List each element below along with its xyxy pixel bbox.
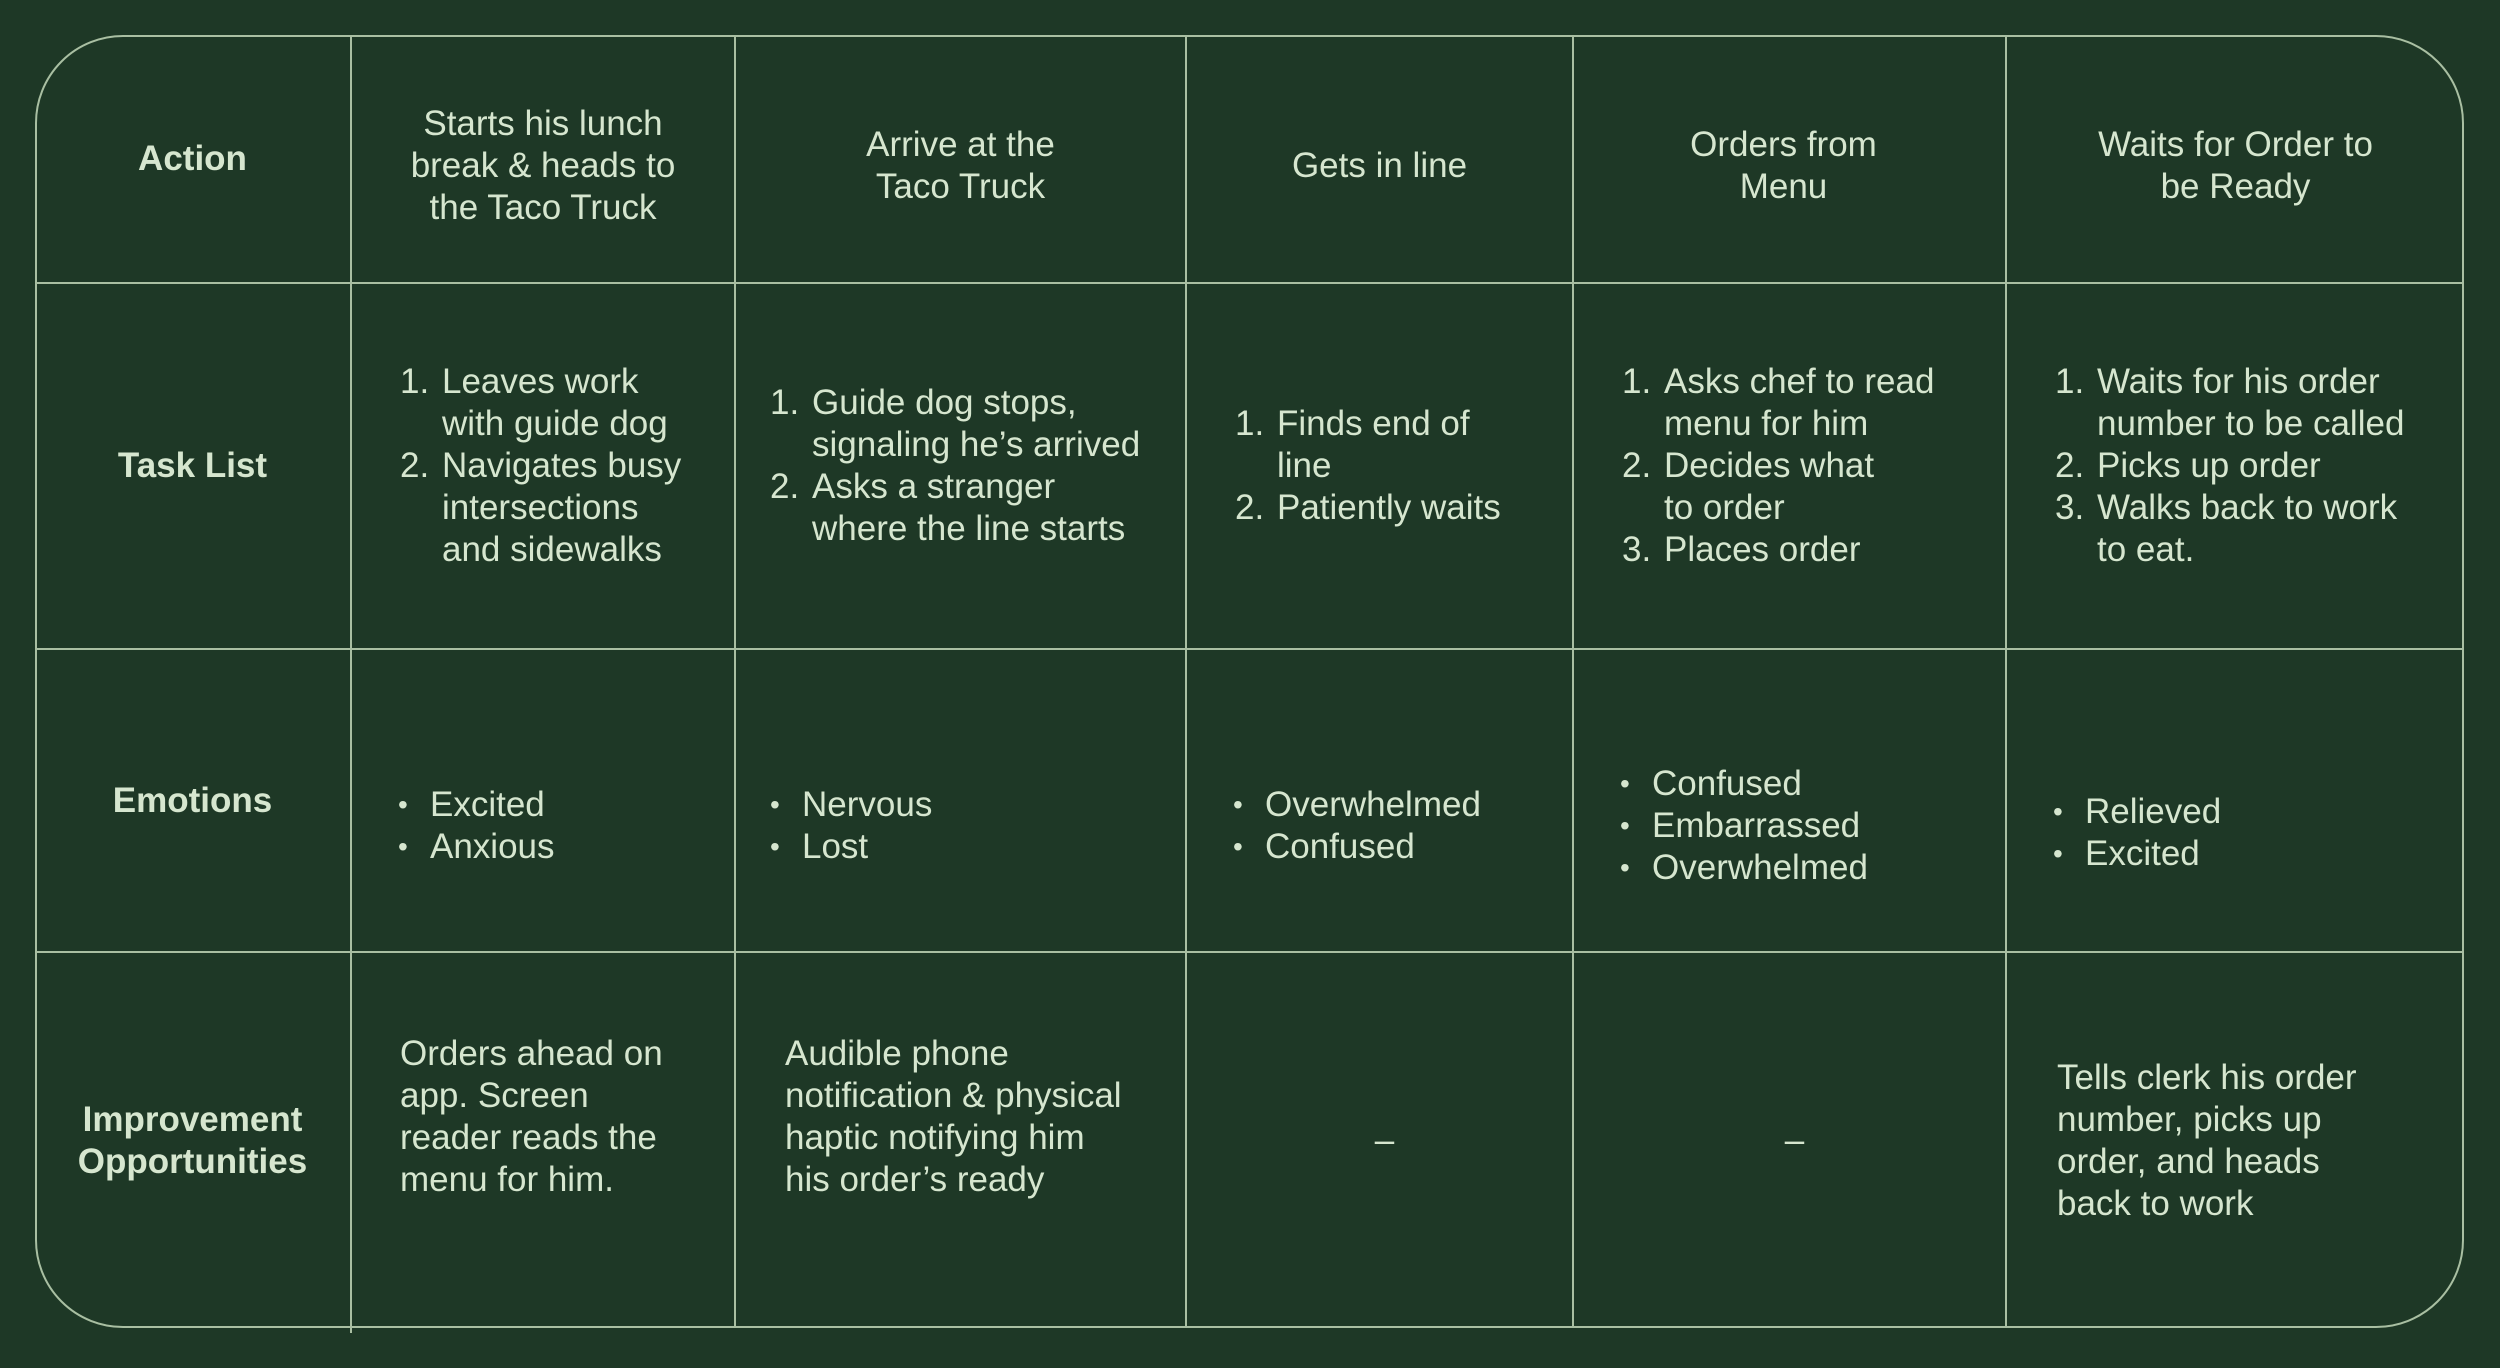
improvement-cell xyxy=(736,953,1185,1281)
emotion-item: • Overwhelmed xyxy=(1233,784,1481,824)
emotion-item: • Embarrassed xyxy=(1620,805,1861,845)
task-cell xyxy=(352,284,734,648)
emotion-item: • Confused xyxy=(1233,826,1415,866)
row-header-task-list-cell xyxy=(35,284,350,648)
task-item: 1. Leaves work with guide dog xyxy=(400,362,668,443)
task-list xyxy=(2055,361,2404,571)
emotions-list xyxy=(1620,763,1868,889)
row-header-task-list: Task List xyxy=(117,446,268,485)
improvement-text: Audible phone notification & physical haptic notifying him his order’s ready xyxy=(785,1034,1122,1199)
action-text: Starts his lunch break & heads to the Taco Truck xyxy=(410,104,676,227)
improvement-text: – xyxy=(1784,1120,1805,1160)
emotions-cell xyxy=(1574,650,2005,1001)
action-text: Orders from Menu xyxy=(1690,125,1877,206)
emotion-item: • Relieved xyxy=(2053,792,2222,831)
emotion-item: • Nervous xyxy=(770,784,933,824)
task-item: 1. Finds end of line xyxy=(1235,404,1470,485)
task-item: 3. Places order xyxy=(1622,530,1861,569)
emotions-list xyxy=(398,784,555,868)
task-list xyxy=(1622,361,1934,571)
emotions-list xyxy=(1233,784,1481,868)
task-list xyxy=(770,382,1140,550)
task-cell xyxy=(2007,284,2464,648)
row-header-action-cell xyxy=(35,35,350,282)
task-item: 3. Walks back to work to eat. xyxy=(2055,488,2398,569)
emotion-item: • Excited xyxy=(2053,834,2200,873)
improvement-text: Orders ahead on app. Screen reader reads the menu for him. xyxy=(400,1034,663,1199)
task-cell xyxy=(1187,284,1572,648)
emotion-item: • Anxious xyxy=(398,826,555,866)
emotions-cell xyxy=(736,650,1185,1001)
task-item: 1. Waits for his order number to be called xyxy=(2055,362,2405,443)
emotions-cell xyxy=(1187,650,1572,1001)
task-item: 2. Decides what to order xyxy=(1622,446,1875,527)
task-item: 2. Asks a stranger where the line starts xyxy=(770,467,1126,548)
row-header-improvement: Improvement Opportunities xyxy=(77,1099,308,1181)
emotions-list xyxy=(770,784,932,868)
row-header-emotions-cell xyxy=(35,650,350,951)
action-text: Waits for Order to be Ready xyxy=(2098,125,2373,206)
task-item: 2. Picks up order xyxy=(2055,446,2321,485)
emotion-item: • Overwhelmed xyxy=(1620,847,1868,887)
task-cell xyxy=(1574,284,2005,648)
action-cell xyxy=(1574,35,2005,297)
row-header-emotions: Emotions xyxy=(112,780,273,820)
action-cell xyxy=(1187,35,1572,297)
improvement-cell xyxy=(2007,953,2464,1328)
emotions-list xyxy=(2053,791,2221,875)
task-item: 2. Patiently waits xyxy=(1235,488,1501,527)
improvement-cell xyxy=(1574,953,2005,1328)
task-cell xyxy=(736,284,1185,648)
emotions-cell xyxy=(352,650,734,1001)
action-cell xyxy=(736,35,1185,297)
improvement-text: Tells clerk his order number, picks up order, and heads back to work xyxy=(2057,1057,2357,1223)
improvement-cell xyxy=(352,953,734,1281)
action-cell xyxy=(2007,35,2464,297)
improvement-text: – xyxy=(1374,1120,1395,1160)
improvement-cell xyxy=(1187,953,1572,1328)
emotion-item: • Lost xyxy=(770,826,869,866)
action-text: Arrive at the Taco Truck xyxy=(866,125,1055,206)
task-item: 1. Guide dog stops, signaling he’s arrived xyxy=(770,383,1141,464)
task-item: 1. Asks chef to read menu for him xyxy=(1622,362,1935,443)
action-cell xyxy=(352,35,734,297)
task-list xyxy=(400,361,681,571)
row-header-improvement-cell xyxy=(35,953,350,1328)
task-list xyxy=(1235,403,1501,529)
emotion-item: • Excited xyxy=(398,784,545,824)
task-item: 2. Navigates busy intersections and sidewalks xyxy=(400,446,682,569)
action-text: Gets in line xyxy=(1291,146,1468,185)
row-header-action: Action xyxy=(138,138,247,178)
emotion-item: • Confused xyxy=(1620,763,1802,803)
